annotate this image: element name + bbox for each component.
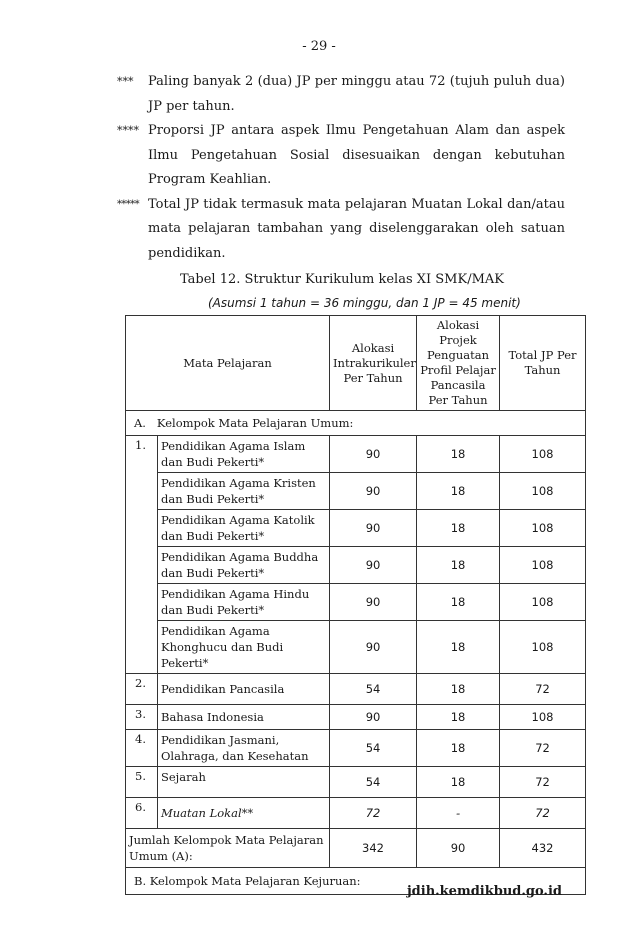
subject-cell: Pendidikan Agama Kristen dan Budi Pekerti* [158,473,330,510]
intra-cell: 90 [330,621,417,674]
footnote-text: Paling banyak 2 (dua) JP per minggu atau 72 (tujuh puluh dua) JP per tahun. [148,74,565,114]
section-a-row [126,411,586,436]
table-row [126,436,586,473]
projek-cell: 18 [417,705,500,730]
projek-cell: 18 [417,547,500,584]
header-intra: Alokasi Intrakurikuler Per Tahun [330,316,417,411]
header-subject: Mata Pelajaran [126,316,330,411]
intra-cell: 90 [330,473,417,510]
projek-cell: 18 [417,767,500,798]
section-a-label: A. Kelompok Mata Pelajaran Umum: [126,411,586,436]
footer-url: jdih.kemdikbud.go.id [406,884,562,899]
footnote-mark: *** [117,75,134,88]
footnote-2 [117,119,565,193]
projek-cell: 18 [417,584,500,621]
subject-cell: Bahasa Indonesia [158,705,330,730]
sum-label: Jumlah Kelompok Mata Pelajaran Umum (A): [126,829,330,868]
total-cell: 108 [500,436,586,473]
total-cell: 72 [500,674,586,705]
total-cell: 108 [500,510,586,547]
table-row [126,705,586,730]
total-cell: 108 [500,547,586,584]
table-header-row [126,316,586,411]
subject-cell: Pendidikan Agama Hindu dan Budi Pekerti* [158,584,330,621]
subject-cell: Pendidikan Jasmani, Olahraga, dan Kesehatan [158,730,330,767]
intra-cell: 90 [330,584,417,621]
footnote-3 [117,193,565,267]
table-row [126,674,586,705]
row-number: 4. [126,730,158,767]
total-cell: 108 [500,473,586,510]
sum-total: 432 [500,829,586,868]
projek-cell: 18 [417,621,500,674]
intra-cell: 72 [330,798,417,829]
curriculum-table [125,315,586,895]
intra-cell: 90 [330,436,417,473]
row-number: 1. [126,436,158,674]
subject-cell: Pendidikan Agama Khonghucu dan Budi Pekerti* [158,621,330,674]
subject-cell: Pendidikan Agama Islam dan Budi Pekerti* [158,436,330,473]
projek-cell: 18 [417,674,500,705]
subject-cell: Pendidikan Agama Buddha dan Budi Pekerti* [158,547,330,584]
header-total: Total JP Per Tahun [500,316,586,411]
table-row [126,473,586,510]
total-cell: 108 [500,705,586,730]
total-cell: 72 [500,798,586,829]
row-number: 6. [126,798,158,829]
footnote-mark: **** [117,124,139,137]
sum-row-a [126,829,586,868]
table-row [126,510,586,547]
section-b-label: B. Kelompok Mata Pelajaran Kejuruan: [126,868,586,895]
table-row [126,584,586,621]
projek-cell: 18 [417,510,500,547]
table-row [126,547,586,584]
subject-cell: Pendidikan Pancasila [158,674,330,705]
intra-cell: 54 [330,767,417,798]
intra-cell: 54 [330,730,417,767]
intra-cell: 54 [330,674,417,705]
header-projek: Alokasi Projek Penguatan Profil Pelajar Pancasila Per Tahun [417,316,500,411]
total-cell: 108 [500,621,586,674]
table-row [126,621,586,674]
table-row [126,798,586,829]
row-number: 5. [126,767,158,798]
sum-intra: 342 [330,829,417,868]
sum-projek: 90 [417,829,500,868]
footnote-text: Total JP tidak termasuk mata pelajaran Muatan Lokal dan/atau mata pelajaran tambahan yang diselenggarakan oleh satuan pendidikan. [148,196,565,261]
row-number: 3. [126,705,158,730]
subject-cell: Pendidikan Agama Katolik dan Budi Pekerti* [158,510,330,547]
total-cell: 72 [500,767,586,798]
intra-cell: 90 [330,547,417,584]
footnote-mark: ***** [117,198,140,210]
projek-cell: 18 [417,436,500,473]
table-subcaption: (Asumsi 1 tahun = 36 minggu, dan 1 JP = 45 menit) [208,296,521,310]
row-number: 2. [126,674,158,705]
table-row [126,730,586,767]
projek-cell: 18 [417,730,500,767]
total-cell: 72 [500,730,586,767]
projek-cell: 18 [417,473,500,510]
intra-cell: 90 [330,510,417,547]
projek-cell: - [417,798,500,829]
intra-cell: 90 [330,705,417,730]
table-caption: Tabel 12. Struktur Kurikulum kelas XI SMK/MAK [180,272,504,287]
table-row [126,767,586,798]
footnote-text: Proporsi JP antara aspek Ilmu Pengetahuan Alam dan aspek Ilmu Pengetahuan Sosial disesuaikan dengan kebutuhan Program Keahlian. [148,123,565,187]
page-number: - 29 - [302,39,336,54]
subject-cell: Muatan Lokal** [158,798,330,829]
total-cell: 108 [500,584,586,621]
footnote-1 [117,70,565,119]
subject-cell: Sejarah [158,767,330,798]
footnotes [117,70,565,266]
